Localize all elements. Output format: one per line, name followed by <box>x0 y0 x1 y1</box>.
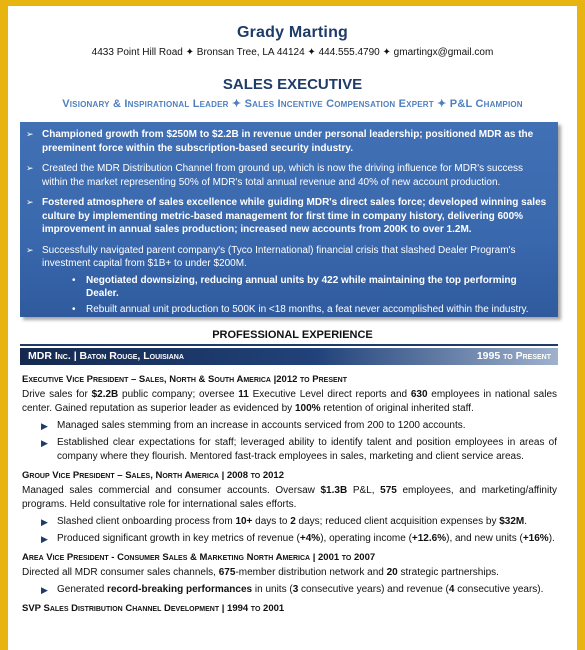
text-run: retention of original inherited staff. <box>320 403 474 414</box>
candidate-name: Grady Marting <box>236 24 349 41</box>
text-run: 675 <box>218 567 236 578</box>
summary-sub-bullet-text: Rebuilt annual unit production to 500K in <18 months, a feat never accomplished within the industry. <box>86 303 529 315</box>
job-title: SALES EXECUTIVE <box>222 76 363 93</box>
text-run: 3 <box>292 584 299 595</box>
role-title: Area Vice President - Consumer Sales & Marketing North America | 2001 to 2007 <box>22 552 376 563</box>
achievement-text <box>57 532 555 546</box>
role-description <box>22 566 557 580</box>
text-run: Directed all MDR consumer sales channels, <box>22 567 219 578</box>
role-description <box>22 484 557 512</box>
text-run: days to <box>252 516 291 527</box>
role-description <box>22 388 557 416</box>
achievement-item <box>41 583 557 597</box>
summary-bullet-text: Created the MDR Distribution Channel from ground up, which is now the driving influence for MDR's success within the market representing 50% of MDR's total annual revenue and 40% of new account production. <box>42 163 524 188</box>
company-bar <box>20 348 558 365</box>
role-title: SVP Sales Distribution Channel Development | 1994 to 2001 <box>22 603 285 614</box>
text-run: $2.2B <box>91 389 119 400</box>
summary-bullet-text: Fostered atmosphere of sales excellence while guiding MDR's direct sales force; developed winning sales culture by implementing metric-based management for first time in company history, delivering 600% improvement in annual sales production; increased new accounts from 200K to over 1.2M. <box>42 197 547 235</box>
achievement-text <box>57 436 557 464</box>
summary-bullet-text: Championed growth from $250M to $2.2B in revenue under personal leadership; positioned MDR as the preeminent force within the subscription-based security industry. <box>42 129 534 154</box>
text-run: 20 <box>386 567 398 578</box>
text-run: consecutive years). <box>454 584 544 595</box>
summary-sub-bullet-text: Negotiated downsizing, reducing annual units by 422 while maintaining the top performing Dealer. <box>86 274 517 299</box>
text-run: in units ( <box>252 584 293 595</box>
text-run: 2 <box>290 516 296 527</box>
summary-sub-bullet <box>72 274 550 301</box>
summary-sub-bullet <box>72 303 550 317</box>
text-run: ), operating income ( <box>320 533 412 544</box>
text-run: public company; oversee <box>118 389 239 400</box>
tagline <box>8 97 577 110</box>
text-run: P&L, <box>347 485 381 496</box>
contact-line: 4433 Point Hill Road ✦ Bronsan Tree, LA 44124 ✦ 444.555.4790 ✦ gmartingx@gmail.com <box>91 47 494 58</box>
text-run: 100% <box>294 403 321 414</box>
summary-bullet-text: Successfully navigated parent company's (Tyco International) financial crisis that slashed Dealer Program's investment capital from $1B+ to under $200M. <box>42 244 516 269</box>
text-run: 575 <box>380 485 397 496</box>
text-run: 630 <box>410 389 428 400</box>
text-run: Managed sales stemming from an increase in accounts serviced from 200 to 1200 accounts. <box>57 420 466 431</box>
text-run: Managed sales commercial and consumer accounts. Oversaw <box>22 485 321 496</box>
section-title-experience: PROFESSIONAL EXPERIENCE <box>212 329 373 341</box>
tagline-item: P&L Champion <box>449 98 523 110</box>
triangle-bullet-icon: ▶ <box>41 585 48 595</box>
achievement-item <box>41 436 557 464</box>
role-title: Executive Vice President – Sales, North & South America |2012 to Present <box>22 374 347 385</box>
achievement-item <box>41 532 557 546</box>
arrow-bullet-icon: ➢ <box>26 197 34 207</box>
achievement-item <box>41 515 557 529</box>
triangle-bullet-icon: ▶ <box>41 438 48 448</box>
text-run: 11 <box>238 389 249 400</box>
company-name: MDR Inc. | Baton Rouge, Louisiana <box>28 350 184 362</box>
triangle-bullet-icon: ▶ <box>41 534 48 544</box>
summary-bullet <box>26 244 550 271</box>
summary-bullet <box>26 128 550 155</box>
achievement-text <box>57 419 466 433</box>
text-run: Generated <box>57 584 108 595</box>
text-run: Drive sales for <box>22 389 92 400</box>
text-run: +16% <box>522 533 549 544</box>
triangle-bullet-icon: ▶ <box>41 421 48 431</box>
text-run: 10+ <box>235 516 253 527</box>
dot-bullet-icon: • <box>72 303 76 315</box>
achievement-item <box>41 419 557 433</box>
text-run: days; reduced client acquisition expenses by <box>295 516 500 527</box>
text-run: ), and new units ( <box>446 533 523 544</box>
text-run: $32M <box>499 516 525 527</box>
text-run: +4% <box>299 533 321 544</box>
text-run: -member distribution network and <box>235 567 387 578</box>
company-dates: 1995 to Present <box>476 350 551 362</box>
text-run: employees in national sales center. Gained reputation as superior leader as evidenced by <box>22 389 558 414</box>
arrow-bullet-icon: ➢ <box>26 163 34 173</box>
diamond-icon: ✦ <box>437 98 447 110</box>
text-run: employees, and marketing/affinity programs. Held consultative role for international sales efforts. <box>22 485 557 510</box>
text-run: consecutive years) and revenue ( <box>298 584 449 595</box>
triangle-bullet-icon: ▶ <box>41 517 48 527</box>
text-run: strategic partnerships. <box>397 567 499 578</box>
summary-box <box>20 122 558 317</box>
text-run: $1.3B <box>320 485 348 496</box>
text-run: +12.6% <box>411 533 447 544</box>
text-run: . <box>524 516 528 527</box>
summary-bullet <box>26 162 550 189</box>
resume-page <box>8 6 577 650</box>
text-run: Executive Level direct reports and <box>248 389 411 400</box>
role-title: Group Vice President – Sales, North America | 2008 to 2012 <box>22 470 285 481</box>
summary-bullet <box>26 196 550 237</box>
arrow-bullet-icon: ➢ <box>26 244 34 255</box>
dot-bullet-icon: • <box>72 274 76 286</box>
achievement-text <box>57 515 527 529</box>
tagline-item: Visionary & Inspirational Leader <box>62 98 229 110</box>
experience-body <box>22 369 557 616</box>
text-run: record-breaking performances <box>107 584 253 595</box>
tagline-item: Sales Incentive Compensation Expert <box>244 98 434 110</box>
text-run: 4 <box>448 584 455 595</box>
text-run: Produced significant growth in key metrics of revenue ( <box>57 533 300 544</box>
achievement-text <box>57 583 543 597</box>
diamond-icon: ✦ <box>231 98 242 110</box>
section-divider <box>20 344 558 346</box>
arrow-bullet-icon: ➢ <box>26 129 34 139</box>
text-run: Slashed client onboarding process from <box>57 516 236 527</box>
text-run: ). <box>548 533 555 544</box>
text-run: Established clear expectations for staff; leveraged ability to identify talent and position employees in areas of company where they flourish. Mentored fast-track employees in sales, marketing and client service areas. <box>57 437 557 462</box>
